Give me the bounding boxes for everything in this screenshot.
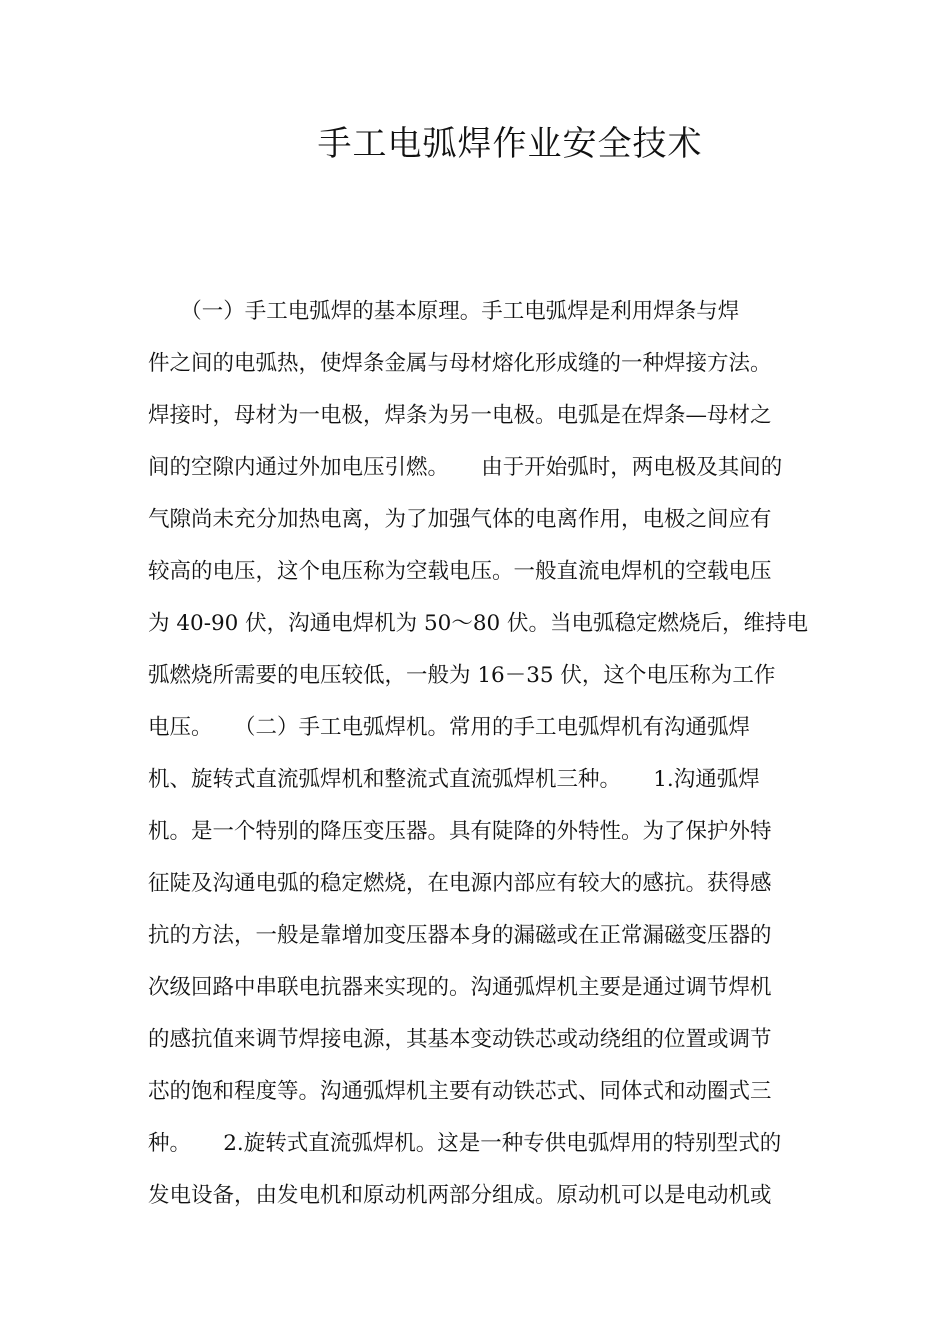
body-line: 次级回路中串联电抗器来实现的。沟通弧焊机主要是通过调节焊机 <box>148 975 772 1000</box>
body-line: 弧燃烧所需要的电压较低，一般为 16－35 伏，这个电压称为工作 <box>148 663 776 688</box>
body-line: 焊接时，母材为一电极，焊条为另一电极。电弧是在焊条—母材之 <box>148 403 772 428</box>
body-line: （一）手工电弧焊的基本原理。手工电弧焊是利用焊条与焊 <box>148 299 740 324</box>
body-line: 发电设备，由发电机和原动机两部分组成。原动机可以是电动机或 <box>148 1183 772 1208</box>
body-line: 件之间的电弧热，使焊条金属与母材熔化形成缝的一种焊接方法。 <box>148 351 772 376</box>
body-line: 较高的电压，这个电压称为空载电压。一般直流电焊机的空载电压 <box>148 559 772 584</box>
body-line: 气隙尚未充分加热电离，为了加强气体的电离作用，电极之间应有 <box>148 507 772 532</box>
body-line: 电压。 （二）手工电弧焊机。常用的手工电弧焊机有沟通弧焊 <box>148 715 751 740</box>
body-line: 抗的方法，一般是靠增加变压器本身的漏磁或在正常漏磁变压器的 <box>148 923 772 948</box>
document-body <box>148 286 808 1222</box>
body-line: 为 40-90 伏，沟通电焊机为 50～80 伏。当电弧稳定燃烧后，维持电 <box>148 611 808 636</box>
body-line: 间的空隙内通过外加电压引燃。 由于开始弧时，两电极及其间的 <box>148 455 783 480</box>
body-line: 种。 2.旋转式直流弧焊机。这是一种专供电弧焊用的特别型式的 <box>148 1131 782 1156</box>
body-line: 机。是一个特别的降压变压器。具有陡降的外特性。为了保护外特 <box>148 819 772 844</box>
document-title: 手工电弧焊作业安全技术 <box>317 124 703 164</box>
body-line: 机、旋转式直流弧焊机和整流式直流弧焊机三种。 1.沟通弧焊 <box>148 767 760 792</box>
body-line: 芯的饱和程度等。沟通弧焊机主要有动铁芯式、同体式和动圈式三 <box>148 1079 772 1104</box>
body-line: 征陡及沟通电弧的稳定燃烧，在电源内部应有较大的感抗。获得感 <box>148 871 772 896</box>
body-line: 的感抗值来调节焊接电源，其基本变动铁芯或动绕组的位置或调节 <box>148 1027 772 1052</box>
